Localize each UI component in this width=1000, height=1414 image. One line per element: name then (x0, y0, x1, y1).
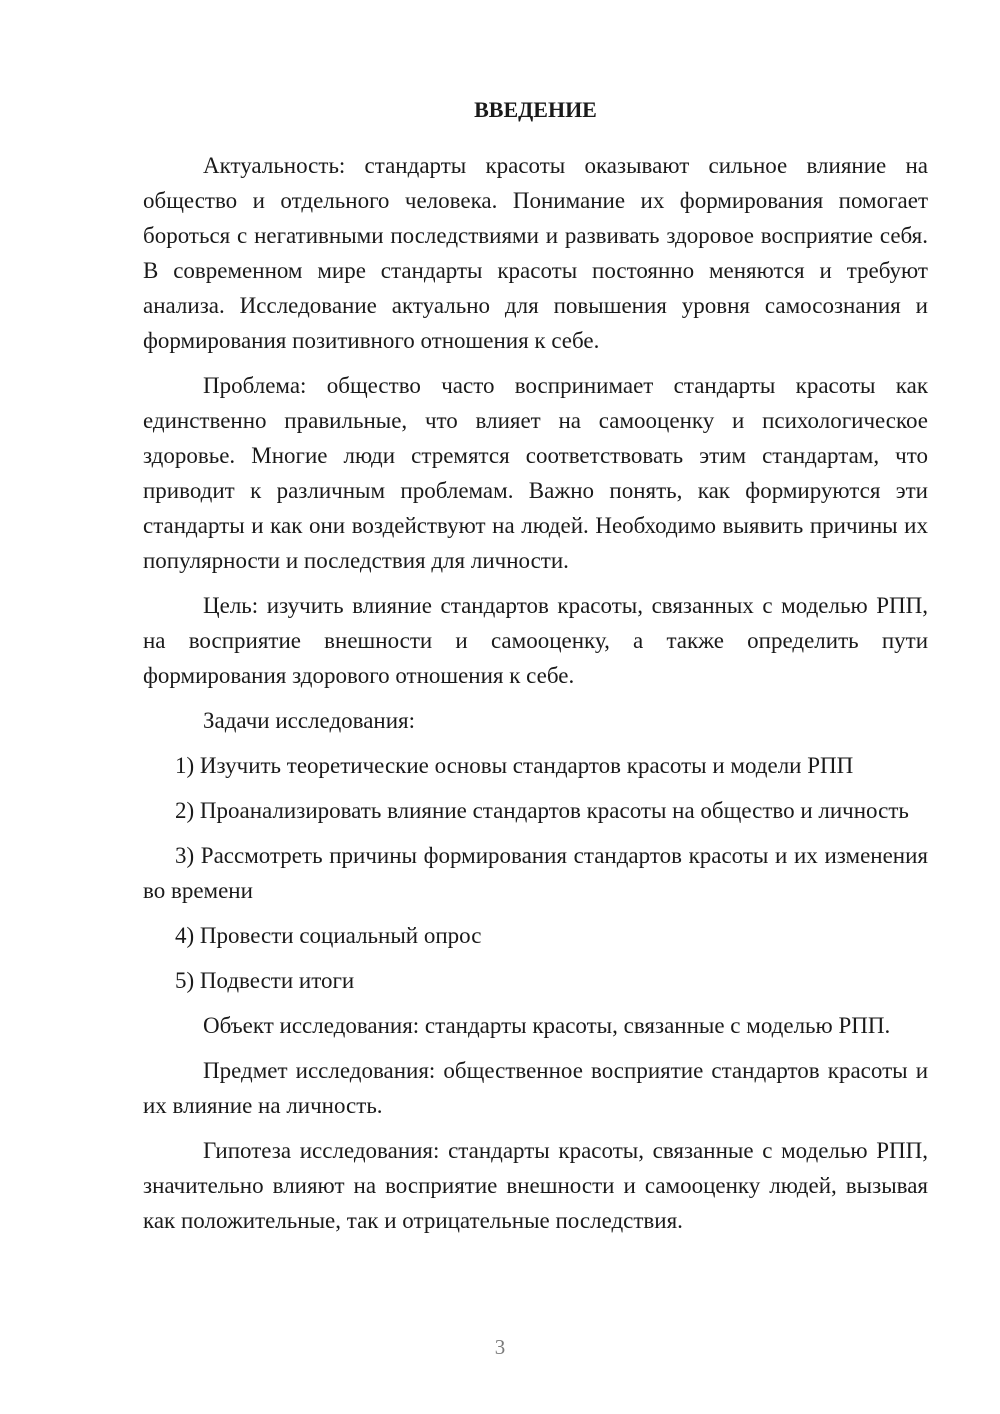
task-item: 3) Рассмотреть причины формирования стандартов красоты и их изменения во времени (143, 843, 928, 903)
paragraph-subject: Предмет исследования: общественное восприятие стандартов красоты и их влияние на личность. (143, 1058, 928, 1118)
page-content (143, 92, 928, 1248)
task-item: 4) Провести социальный опрос (175, 923, 482, 948)
paragraph-goal: Цель: изучить влияние стандартов красоты, связанных с моделью РПП, на восприятие внешности и самооценку, а также определить пути формирования здорового отношения к себе. (143, 593, 928, 688)
page-number: 3 (494, 1335, 506, 1359)
paragraph-object: Объект исследования: стандарты красоты, связанные с моделью РПП. (203, 1013, 891, 1038)
section-title: ВВЕДЕНИЕ (474, 97, 597, 122)
tasks-heading: Задачи исследования: (203, 708, 416, 733)
task-item: 1) Изучить теоретические основы стандартов красоты и модели РПП (175, 753, 854, 778)
paragraph-hypothesis: Гипотеза исследования: стандарты красоты, связанные с моделью РПП, значительно влияют на восприятие внешности и самооценку людей, вызывая как положительные, так и отрицательные последствия. (143, 1138, 928, 1233)
paragraph-relevance: Актуальность: стандарты красоты оказывают сильное влияние на общество и отдельного человека. Понимание их формирования помогает бороться с негативными последствиями и развивать здоровое восприятие себя. В современном мире стандарты красоты постоянно меняются и требуют анализа. Исследование актуально для повышения уровня самосознания и формирования позитивного отношения к себе. (143, 153, 928, 353)
task-item: 5) Подвести итоги (175, 968, 355, 993)
tasks-list (143, 748, 928, 998)
paragraph-problem: Проблема: общество часто воспринимает стандарты красоты как единственно правильные, что влияет на самооценку и психологическое здоровье. Многие люди стремятся соответствовать этим стандартам, что приводит к различным проблемам. Важно понять, как формируются эти стандарты и как они воздействуют на людей. Необходимо выявить причины их популярности и последствия для личности. (143, 373, 928, 573)
task-item: 2) Проанализировать влияние стандартов красоты на общество и личность (175, 798, 909, 823)
